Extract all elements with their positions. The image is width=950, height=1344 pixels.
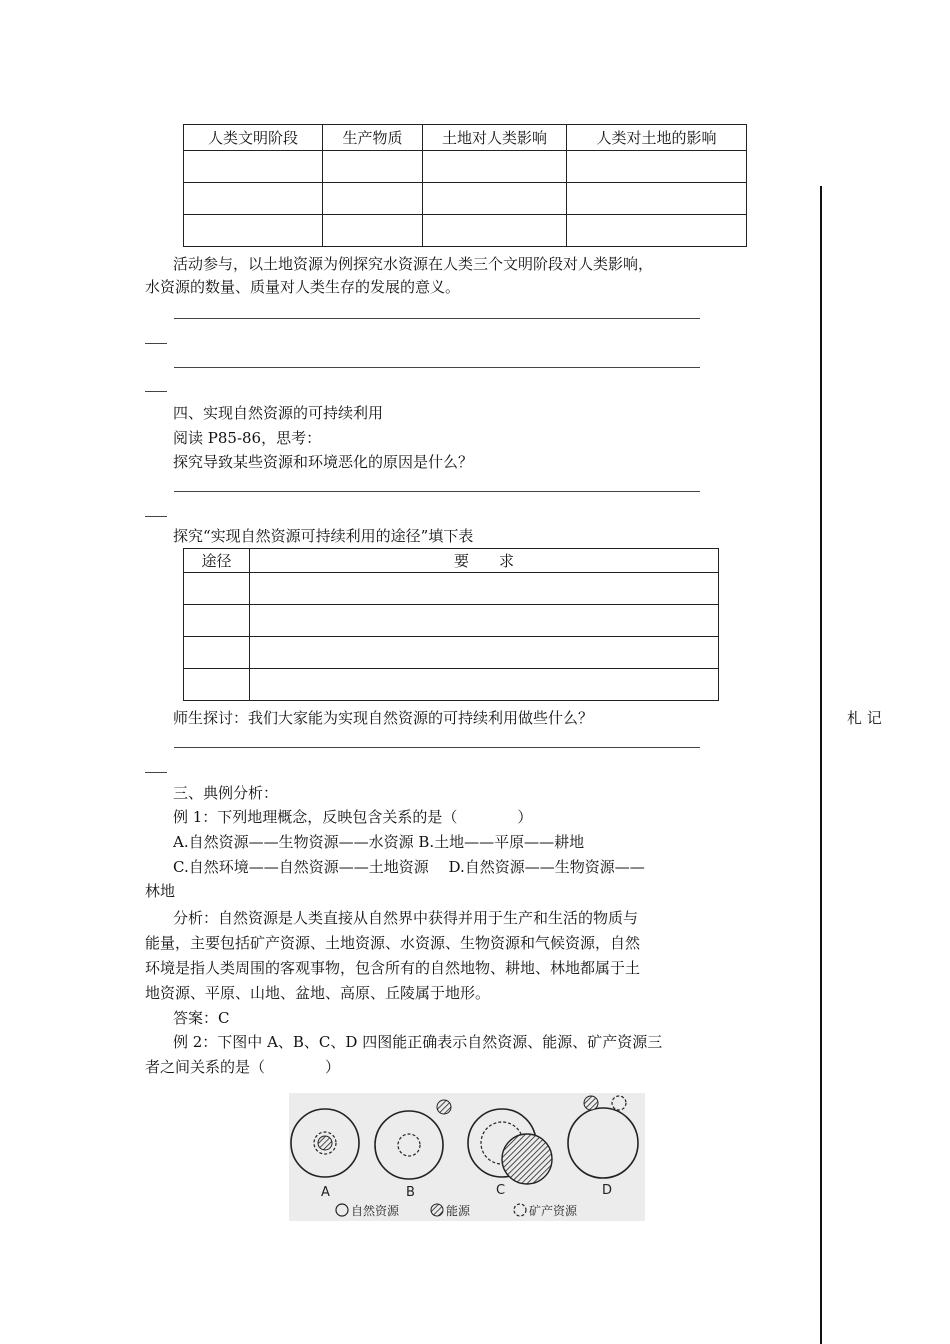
table-cell[interactable] [323, 215, 423, 247]
table-cell[interactable] [184, 573, 250, 605]
analysis-line: 能量，主要包括矿产资源、土地资源、水资源、生物资源和气候资源，自然 [145, 934, 641, 952]
example-2-question-cont: 者之间关系的是（ ） [145, 1058, 341, 1076]
example-1-options-ab: A.自然资源——生物资源——水资源 B.土地——平原——耕地 [173, 833, 585, 851]
table-cell[interactable] [250, 605, 719, 637]
civilization-table [183, 124, 747, 247]
table-cell[interactable] [250, 573, 719, 605]
discussion-question: 师生探讨：我们大家能为实现自然资源的可持续利用做些什么？ [173, 709, 594, 727]
example-1-answer: 答案：C [173, 1009, 230, 1027]
table-header: 生产物质 [323, 125, 423, 151]
table-cell[interactable] [184, 605, 250, 637]
diagram-label-a: A [321, 1185, 330, 1200]
section-3-title: 三、典例分析： [173, 784, 279, 802]
legend-natural-resource: 自然资源 [351, 1204, 400, 1218]
analysis-line: 分析：自然资源是人类直接从自然界中获得并用于生产和生活的物质与 [173, 909, 639, 927]
table-cell[interactable] [323, 151, 423, 183]
diagram-a [291, 1109, 359, 1177]
example-1-question: 例 1：下列地理概念，反映包含关系的是（ ） [173, 808, 533, 826]
table-cell[interactable] [184, 669, 250, 701]
answer-line-tail [145, 391, 167, 392]
table-cell[interactable] [184, 637, 250, 669]
activity-line-1: 活动参与，以土地资源为例探究水资源在人类三个文明阶段对人类影响， [173, 255, 654, 273]
legend-mineral-resource: 矿产资源 [529, 1204, 578, 1218]
table-cell[interactable] [184, 151, 323, 183]
diagram-label-d: D [602, 1183, 613, 1198]
table-cell[interactable] [323, 183, 423, 215]
table-cell[interactable] [423, 215, 567, 247]
question-causes: 探究导致某些资源和环境恶化的原因是什么？ [173, 453, 474, 471]
diagram-d [568, 1096, 638, 1178]
table-cell[interactable] [184, 215, 323, 247]
answer-line-tail [145, 343, 167, 344]
table-cell[interactable] [250, 637, 719, 669]
question-pathways: 探究“实现自然资源可持续利用的途径”填下表 [173, 527, 474, 545]
margin-note-label: 札 记 [847, 709, 882, 727]
pathway-table [183, 548, 719, 701]
table-header: 人类对土地的影响 [567, 125, 747, 151]
analysis-line: 环境是指人类周围的客观事物，包含所有的自然地物、耕地、林地都属于土 [145, 959, 641, 977]
table-cell[interactable] [567, 151, 747, 183]
table-header: 要 求 [250, 549, 719, 573]
diagram-c [468, 1109, 552, 1184]
legend-energy-icon [431, 1204, 443, 1216]
table-header: 人类文明阶段 [184, 125, 323, 151]
diagram-b [375, 1100, 451, 1179]
table-header: 土地对人类影响 [423, 125, 567, 151]
table-cell[interactable] [250, 669, 719, 701]
example-1-options-cd: C.自然环境——自然资源——土地资源 D.自然资源——生物资源—— [173, 858, 645, 876]
diagram-label-c: C [496, 1183, 506, 1198]
section-4-title: 四、实现自然资源的可持续利用 [173, 404, 384, 422]
analysis-line: 地资源、平原、山地、盆地、高原、丘陵属于地形。 [145, 984, 491, 1002]
answer-line[interactable] [174, 367, 700, 368]
example-1-options-cd-cont: 林地 [145, 882, 176, 900]
table-cell[interactable] [567, 215, 747, 247]
activity-line-2: 水资源的数量、质量对人类生存的发展的意义。 [145, 278, 461, 296]
margin-divider [820, 186, 822, 1344]
diagram-label-b: B [406, 1185, 415, 1200]
venn-diagrams [289, 1093, 645, 1221]
answer-line[interactable] [174, 318, 700, 319]
legend-mineral-resource-icon [514, 1204, 526, 1216]
example-2-question: 例 2：下图中 A、B、C、D 四图能正确表示自然资源、能源、矿产资源三 [173, 1033, 663, 1051]
table-cell[interactable] [184, 183, 323, 215]
table-cell[interactable] [423, 183, 567, 215]
resource-relationship-figure [289, 1093, 645, 1221]
answer-line[interactable] [174, 491, 700, 492]
table-cell[interactable] [567, 183, 747, 215]
answer-line[interactable] [174, 747, 700, 748]
legend-natural-resource-icon [336, 1204, 348, 1216]
reading-instruction: 阅读 P85-86，思考： [173, 429, 322, 447]
legend-energy: 能源 [446, 1204, 471, 1218]
table-header: 途径 [184, 549, 250, 573]
answer-line-tail [145, 516, 167, 517]
answer-line-tail [145, 772, 167, 773]
table-cell[interactable] [423, 151, 567, 183]
